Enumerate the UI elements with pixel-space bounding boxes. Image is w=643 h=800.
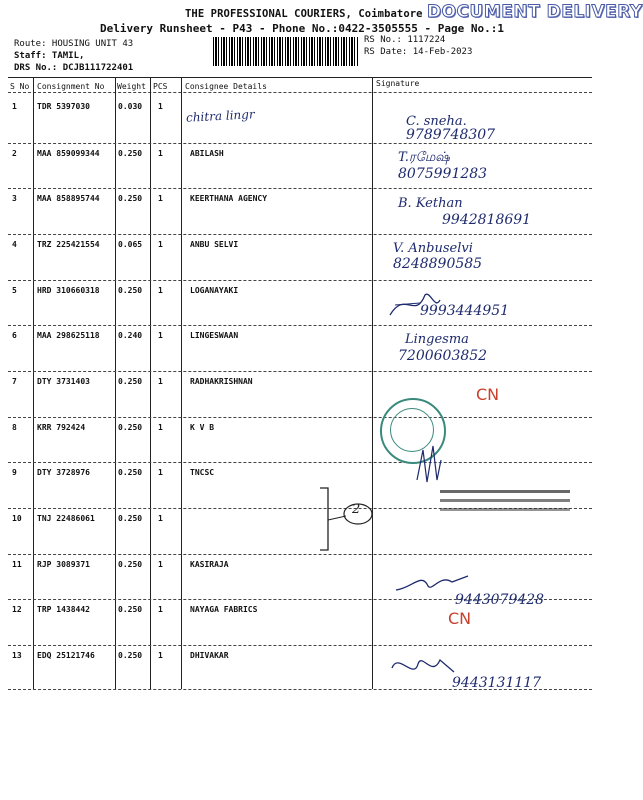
row-consignee: LOGANAYAKI	[190, 286, 239, 295]
row-separator	[8, 417, 592, 418]
handwritten-name: chitra lingr	[185, 107, 255, 125]
table-top-rule	[8, 77, 592, 78]
header-rule	[8, 92, 592, 93]
row-signature-phone: 7200603852	[398, 348, 488, 364]
row-serial: 9	[12, 468, 17, 477]
row-consignment: KRR 792424	[37, 423, 86, 432]
row-consignment: TDR 5397030	[37, 102, 90, 111]
row11-signature	[392, 568, 472, 598]
row-signature-phone: 9993444951	[420, 303, 510, 319]
row-separator	[8, 462, 592, 463]
row-weight: 0.250	[118, 423, 143, 432]
col-divider	[372, 77, 373, 689]
col-header-consignment: Consignment No	[37, 82, 105, 91]
seal-signature	[415, 440, 445, 490]
row-weight: 0.250	[118, 286, 143, 295]
row-pcs: 1	[158, 377, 163, 386]
row-serial: 10	[12, 514, 22, 523]
staff-label: Staff: TAMIL,	[14, 51, 85, 61]
row-serial: 1	[12, 102, 17, 111]
col-header-signature: Signature	[376, 79, 420, 88]
row-pcs: 1	[158, 468, 163, 477]
row-serial: 12	[12, 605, 22, 614]
col-divider	[181, 77, 182, 689]
document-delivery-stamp: DOCUMENT DELIVERY	[427, 2, 643, 22]
row-separator	[8, 188, 592, 189]
row-serial: 4	[12, 240, 17, 249]
row-signature-name: Lingesma	[405, 332, 469, 347]
col-header-sno: S No	[10, 82, 30, 91]
row-separator	[8, 325, 592, 326]
row-consignee: LINGESWAAN	[190, 331, 239, 340]
row-consignee: KEERTHANA AGENCY	[190, 194, 268, 203]
row-consignment: DTY 3728976	[37, 468, 90, 477]
row-weight: 0.250	[118, 651, 143, 660]
col-header-weight: Weight	[117, 82, 146, 91]
row-signature-phone: 9789748307	[406, 127, 496, 143]
row-consignment: DTY 3731403	[37, 377, 90, 386]
row-consignment: TNJ 22486061	[37, 514, 95, 523]
row-signature-name: B. Kethan	[398, 196, 463, 211]
row-separator	[8, 645, 592, 646]
row-separator	[8, 371, 592, 372]
col-divider	[33, 77, 34, 689]
row-consignee: TNCSC	[190, 468, 215, 477]
rs-date: RS Date: 14-Feb-2023	[364, 47, 473, 57]
row-weight: 0.250	[118, 194, 143, 203]
row-consignee: KASIRAJA	[190, 560, 229, 569]
row-pcs: 1	[158, 240, 163, 249]
row-separator	[8, 689, 592, 690]
row-serial: 6	[12, 331, 17, 340]
row-weight: 0.250	[118, 468, 143, 477]
row-pcs: 1	[158, 149, 163, 158]
row-weight: 0.250	[118, 560, 143, 569]
row-signature-name: V. Anbuselvi	[393, 241, 473, 256]
row-signature-name: T.ரமேஷ்	[398, 150, 450, 165]
row-signature-phone: 9942818691	[442, 212, 532, 228]
row-consignment: MAA 859099344	[37, 149, 100, 158]
row-weight: 0.250	[118, 377, 143, 386]
row-pcs: 1	[158, 514, 163, 523]
row-weight: 0.065	[118, 240, 143, 249]
col-header-consignee: Consignee Details	[185, 82, 267, 91]
rs-number: RS No.: 1117224	[364, 35, 446, 45]
row-weight: 0.250	[118, 514, 143, 523]
row-serial: 2	[12, 149, 17, 158]
row-pcs: 1	[158, 331, 163, 340]
row-consignment: EDQ 25121746	[37, 651, 95, 660]
row-pcs: 1	[158, 194, 163, 203]
row-pcs: 1	[158, 102, 163, 111]
row-consignee: RADHAKRISHNAN	[190, 377, 253, 386]
row-consignment: MAA 858895744	[37, 194, 100, 203]
bracket-mark	[300, 480, 380, 560]
row-signature-phone: 9443131117	[452, 675, 542, 691]
row-serial: 3	[12, 194, 17, 203]
row-consignment: TRZ 225421554	[37, 240, 100, 249]
stamp-impression	[440, 484, 570, 532]
row-signature-name: C. sneha.	[406, 114, 467, 129]
row-consignment: RJP 3089371	[37, 560, 90, 569]
col-header-pcs: PCS	[153, 82, 168, 91]
row-weight: 0.030	[118, 102, 143, 111]
drs-number: DRS No.: DCJB111722401	[14, 63, 134, 73]
row-separator	[8, 143, 592, 144]
row-consignment: TRP 1438442	[37, 605, 90, 614]
row-mark: CN	[476, 385, 500, 404]
col-divider	[115, 77, 116, 689]
row-mark: CN	[448, 609, 472, 628]
row-weight: 0.240	[118, 331, 143, 340]
company-title: THE PROFESSIONAL COURIERS, Coimbatore	[185, 8, 423, 20]
row-pcs: 1	[158, 560, 163, 569]
row-pcs: 1	[158, 423, 163, 432]
row-consignee: DHIVAKAR	[190, 651, 229, 660]
row-weight: 0.250	[118, 149, 143, 158]
row-serial: 11	[12, 560, 22, 569]
row-pcs: 1	[158, 286, 163, 295]
row-serial: 7	[12, 377, 17, 386]
row-separator	[8, 280, 592, 281]
row-separator	[8, 234, 592, 235]
row-consignment: MAA 298625118	[37, 331, 100, 340]
row-consignee: ABILASH	[190, 149, 224, 158]
row-pcs: 1	[158, 605, 163, 614]
bracket-number: 2	[352, 502, 361, 517]
row-consignee: ANBU SELVI	[190, 240, 239, 249]
route-label: Route: HOUSING UNIT 43	[14, 39, 134, 49]
barcode	[213, 37, 358, 66]
runsheet-title: Delivery Runsheet - P43 - Phone No.:0422-3505555 - Page No.:1	[100, 22, 504, 35]
row-weight: 0.250	[118, 605, 143, 614]
row13-signature	[388, 650, 458, 690]
row-signature-phone: 9443079428	[455, 592, 545, 608]
row-pcs: 1	[158, 651, 163, 660]
row-serial: 13	[12, 651, 22, 660]
col-divider	[150, 77, 151, 689]
row-consignee: K V B	[190, 423, 215, 432]
row5-signature	[385, 285, 445, 325]
row-signature-phone: 8248890585	[393, 256, 483, 272]
row-consignee: NAYAGA FABRICS	[190, 605, 258, 614]
row-consignment: HRD 310660318	[37, 286, 100, 295]
row-serial: 5	[12, 286, 17, 295]
row-signature-phone: 8075991283	[398, 166, 488, 182]
row-serial: 8	[12, 423, 17, 432]
